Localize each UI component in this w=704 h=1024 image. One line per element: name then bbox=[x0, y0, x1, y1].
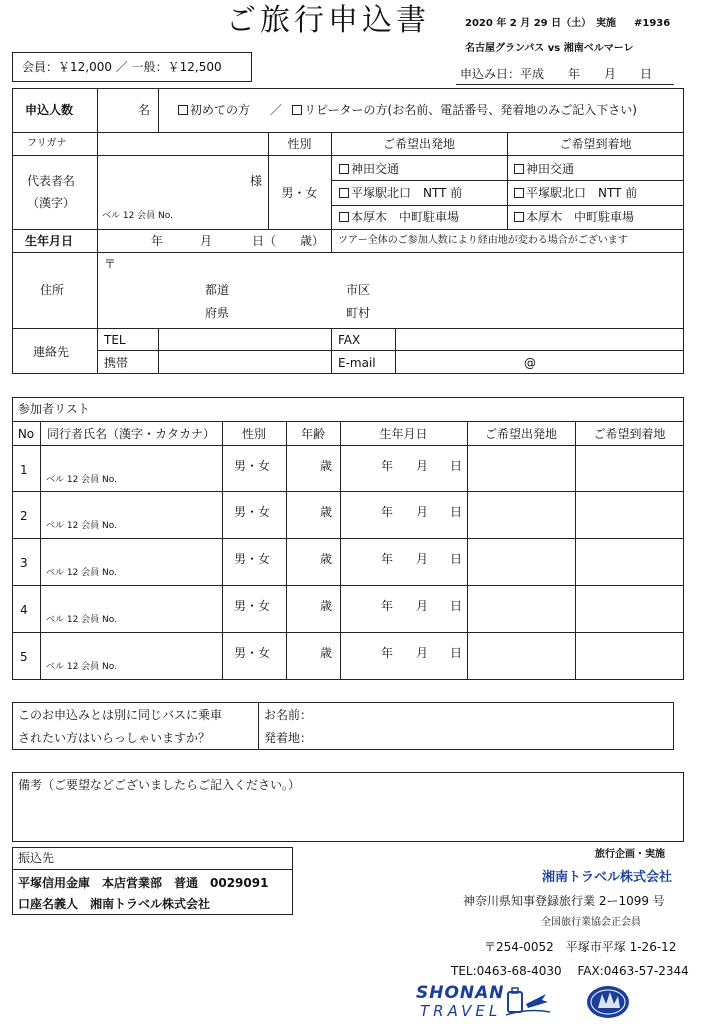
row-day-unit: 日 bbox=[450, 599, 463, 613]
row-age-field[interactable] bbox=[287, 492, 339, 536]
email-label: E-mail bbox=[338, 356, 376, 370]
participant-list-label: 参加者リスト bbox=[18, 402, 90, 416]
birth-field[interactable] bbox=[98, 230, 330, 251]
row-year-unit: 年 bbox=[381, 459, 394, 473]
apply-date-underline bbox=[456, 84, 674, 85]
col-arrive: ご希望到着地 bbox=[593, 427, 666, 441]
repeater-option[interactable] bbox=[292, 104, 637, 116]
first-time-label: 初めての方 bbox=[190, 103, 251, 117]
extra-name-field[interactable] bbox=[318, 704, 672, 724]
city-label-2: 町村 bbox=[346, 306, 371, 320]
birth-day-unit: 日（ bbox=[252, 234, 277, 248]
shonan-travel-logo bbox=[414, 984, 554, 1020]
row-day-unit: 日 bbox=[450, 552, 463, 566]
first-time-checkbox[interactable] bbox=[178, 105, 188, 115]
tel-label: TEL bbox=[104, 333, 126, 347]
furigana-field[interactable] bbox=[98, 133, 267, 154]
row-name-field[interactable] bbox=[41, 633, 221, 677]
row-number: 1 bbox=[20, 463, 28, 477]
stop-label: 本厚木 中町駐車場 bbox=[351, 210, 460, 224]
contact-label: 連絡先 bbox=[33, 345, 70, 359]
col-no: No bbox=[17, 427, 35, 441]
slash: ／ bbox=[270, 103, 283, 117]
company-telfax: TEL:0463-68-4030 FAX:0463-57-2344 bbox=[451, 964, 689, 978]
page-title: ご旅行申込書 bbox=[226, 3, 430, 38]
row-depart-field[interactable] bbox=[468, 492, 574, 536]
row-name-field[interactable] bbox=[41, 539, 221, 583]
mobile-field[interactable] bbox=[159, 351, 330, 373]
row-name-field[interactable] bbox=[41, 492, 221, 536]
row-age-field[interactable] bbox=[287, 539, 339, 583]
birth-age-unit: 歳） bbox=[300, 234, 325, 248]
company-name: 湘南トラベル株式会社 bbox=[542, 870, 673, 885]
pref-label-2: 府県 bbox=[205, 306, 230, 320]
row-arrive-field[interactable] bbox=[576, 539, 683, 583]
company-license: 神奈川県知事登録旅行業 2ー1099 号 bbox=[463, 894, 665, 908]
stop-label: 平塚駅北口 NTT 前 bbox=[351, 186, 463, 200]
stop-label: 神田交通 bbox=[351, 162, 400, 176]
company-role: 旅行企画・実施 bbox=[595, 849, 665, 860]
extra-place-field[interactable] bbox=[318, 727, 672, 748]
row-gender[interactable]: 男・女 bbox=[234, 459, 271, 473]
extra-name-label: お名前： bbox=[264, 708, 313, 722]
logo-text-top: SHONAN bbox=[416, 983, 505, 1003]
row-month-unit: 月 bbox=[416, 459, 429, 473]
row-month-unit: 月 bbox=[416, 552, 429, 566]
row-day-unit: 日 bbox=[450, 459, 463, 473]
stop-label: 平塚駅北口 NTT 前 bbox=[526, 186, 638, 200]
price-text: 会員：￥12,000 ／ 一般：￥12,500 bbox=[22, 60, 222, 74]
row-depart-field[interactable] bbox=[468, 539, 574, 583]
row-day-unit: 日 bbox=[450, 646, 463, 660]
row-age-field[interactable] bbox=[287, 586, 339, 630]
extra-question-2: されたい方はいらっしゃいますか？ bbox=[18, 731, 211, 745]
furigana-label: フリガナ bbox=[27, 138, 67, 149]
row-age-field[interactable] bbox=[287, 633, 339, 677]
row-arrive-field[interactable] bbox=[576, 633, 683, 677]
row-member-no: ベル 12 会員 No. bbox=[46, 615, 117, 625]
row-day-unit: 日 bbox=[450, 505, 463, 519]
row-age-unit: 歳 bbox=[320, 646, 333, 660]
payment-holder: 口座名義人 湘南トラベル株式会社 bbox=[18, 897, 211, 911]
event-date: 2020 年 2 月 29 日（土） bbox=[465, 18, 592, 29]
row-member-no: ベル 12 会員 No. bbox=[46, 521, 117, 531]
row-depart-field[interactable] bbox=[468, 586, 574, 630]
first-time-option[interactable] bbox=[178, 104, 250, 116]
birth-label: 生年月日 bbox=[25, 234, 74, 248]
birth-month-unit: 月 bbox=[200, 234, 213, 248]
remarks-label: 備考（ご要望などございましたらご記入ください。） bbox=[18, 778, 301, 792]
route-note: ツアー全体のご参加人数により経由地が変わる場合がございます bbox=[338, 235, 628, 246]
at-mark: @ bbox=[524, 356, 536, 370]
row-arrive-field[interactable] bbox=[576, 492, 683, 536]
mobile-label: 携帯 bbox=[104, 356, 129, 370]
row-birth-field[interactable] bbox=[341, 446, 466, 490]
col-age: 年齢 bbox=[300, 427, 325, 441]
birth-year-unit: 年 bbox=[151, 234, 164, 248]
row-age-unit: 歳 bbox=[320, 552, 333, 566]
checkbox[interactable] bbox=[339, 164, 349, 174]
row-depart-field[interactable] bbox=[468, 633, 574, 677]
gender-header: 性別 bbox=[287, 137, 312, 151]
match-name: 名古屋グランパス vs 湘南ベルマーレ bbox=[465, 43, 634, 54]
row-gender[interactable]: 男・女 bbox=[234, 646, 271, 660]
depart-header: ご希望出発地 bbox=[382, 137, 455, 151]
row-birth-field[interactable] bbox=[341, 633, 466, 677]
row-year-unit: 年 bbox=[381, 599, 394, 613]
email-field[interactable] bbox=[396, 351, 683, 373]
row-name-field[interactable] bbox=[41, 586, 221, 630]
extra-question-1: このお申込みとは別に同じバスに乗車 bbox=[18, 708, 223, 722]
row-age-unit: 歳 bbox=[320, 505, 333, 519]
stop-label: 神田交通 bbox=[526, 162, 575, 176]
payment-label: 振込先 bbox=[18, 851, 55, 865]
rep-name-field[interactable] bbox=[98, 156, 267, 206]
suitcase-plane-icon bbox=[506, 984, 550, 1018]
repeater-label: リピーターの方(お名前、電話番号、発着地のみご記入下さい) bbox=[304, 103, 637, 117]
rep-name-label: 代表者名 bbox=[27, 174, 76, 188]
row-gender[interactable]: 男・女 bbox=[234, 552, 271, 566]
row-number: 4 bbox=[20, 603, 28, 617]
row-month-unit: 月 bbox=[416, 646, 429, 660]
payment-bank: 平塚信用金庫 本店営業部 普通 0029091 bbox=[18, 876, 269, 890]
count-unit: 名 bbox=[138, 103, 151, 117]
arrive-stop-1[interactable] bbox=[514, 163, 574, 175]
postal-mark: 〒 bbox=[104, 257, 117, 271]
row-number: 3 bbox=[20, 556, 28, 570]
row-month-unit: 月 bbox=[416, 599, 429, 613]
row-age-unit: 歳 bbox=[320, 599, 333, 613]
fax-field[interactable] bbox=[396, 329, 683, 349]
row-age-field[interactable] bbox=[287, 446, 339, 490]
checkbox[interactable] bbox=[514, 212, 524, 222]
company-address: 〒254-0052 平塚市平塚 1-26-12 bbox=[484, 940, 677, 954]
col-birth: 生年月日 bbox=[379, 427, 428, 441]
depart-stop-3[interactable] bbox=[339, 211, 459, 223]
row-depart-field[interactable] bbox=[468, 446, 574, 490]
col-gender: 性別 bbox=[241, 427, 266, 441]
address-label: 住所 bbox=[40, 283, 65, 297]
stop-label: 本厚木 中町駐車場 bbox=[526, 210, 635, 224]
depart-stop-2[interactable] bbox=[339, 187, 462, 199]
logo-text-bottom: TRAVEL bbox=[420, 1002, 502, 1020]
row-number: 2 bbox=[20, 509, 28, 523]
fax-label: FAX bbox=[338, 333, 361, 347]
rep-gender[interactable]: 男・女 bbox=[281, 186, 318, 200]
company-association: 全国旅行業協会正会員 bbox=[541, 917, 641, 928]
repeater-checkbox[interactable] bbox=[292, 105, 302, 115]
rep-member-no: ベル 12 会員 No. bbox=[102, 211, 173, 221]
city-label-1: 市区 bbox=[346, 283, 371, 297]
depart-stop-1[interactable] bbox=[339, 163, 399, 175]
row-month-unit: 月 bbox=[416, 505, 429, 519]
row-member-no: ベル 12 会員 No. bbox=[46, 475, 117, 485]
row-gender[interactable]: 男・女 bbox=[234, 599, 271, 613]
row-year-unit: 年 bbox=[381, 505, 394, 519]
checkbox[interactable] bbox=[339, 188, 349, 198]
row-member-no: ベル 12 会員 No. bbox=[46, 662, 117, 672]
row-name-field[interactable] bbox=[41, 446, 221, 490]
arrive-stop-2[interactable] bbox=[514, 187, 637, 199]
row-birth-field[interactable] bbox=[341, 586, 466, 630]
rep-kanji-label: （漢字） bbox=[27, 196, 76, 210]
col-depart: ご希望出発地 bbox=[484, 427, 557, 441]
pref-label-1: 都道 bbox=[205, 283, 230, 297]
row-birth-field[interactable] bbox=[341, 539, 466, 583]
checkbox[interactable] bbox=[514, 164, 524, 174]
count-label: 申込人数 bbox=[25, 103, 74, 117]
row-member-no: ベル 12 会員 No. bbox=[46, 568, 117, 578]
tour-number: #1936 bbox=[634, 18, 671, 29]
sama-suffix: 様 bbox=[250, 174, 263, 188]
arrive-stop-3[interactable] bbox=[514, 211, 634, 223]
impl-label: 実施 bbox=[596, 18, 616, 29]
row-birth-field[interactable] bbox=[341, 492, 466, 536]
row-age-unit: 歳 bbox=[320, 459, 333, 473]
row-arrive-field[interactable] bbox=[576, 446, 683, 490]
col-name: 同行者氏名（漢字・カタカナ） bbox=[46, 427, 215, 441]
checkbox[interactable] bbox=[339, 212, 349, 222]
arrive-header: ご希望到着地 bbox=[559, 137, 632, 151]
association-emblem-icon bbox=[586, 984, 630, 1020]
tel-field[interactable] bbox=[159, 329, 330, 349]
row-number: 5 bbox=[20, 650, 28, 664]
checkbox[interactable] bbox=[514, 188, 524, 198]
row-year-unit: 年 bbox=[381, 646, 394, 660]
apply-date: 申込み日：平成 年 月 日 bbox=[460, 67, 653, 81]
row-gender[interactable]: 男・女 bbox=[234, 505, 271, 519]
address-field[interactable] bbox=[98, 253, 683, 327]
extra-place-label: 発着地： bbox=[264, 731, 313, 745]
row-arrive-field[interactable] bbox=[576, 586, 683, 630]
row-year-unit: 年 bbox=[381, 552, 394, 566]
